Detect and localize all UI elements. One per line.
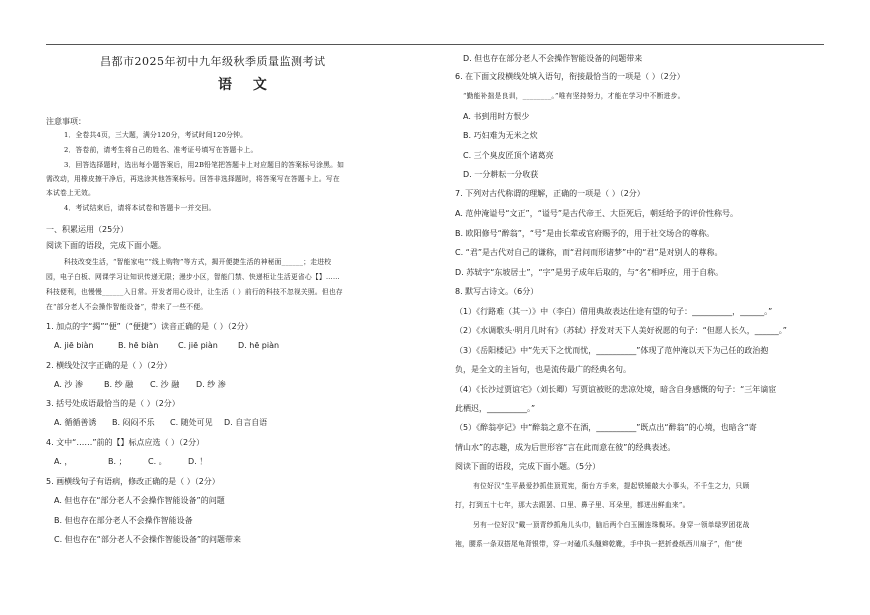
notice-item: 本试卷上无效。 — [46, 189, 95, 197]
question-8: 8. 默写古诗文。（6分） — [455, 287, 539, 296]
notice-heading: 注意事项： — [46, 117, 86, 126]
q8-item-1: （1）《行路难（其一）》中（李白）借用典故表达仕途有望的句子：__________，______。” — [455, 307, 773, 316]
passage-line: 在“部分老人不会操作智能设备”，带来了一些不便。 — [46, 303, 208, 311]
q3-option-d: D. 自言自语 — [224, 418, 268, 427]
q2-option-a: A. 沙 渗 — [54, 380, 83, 389]
notice-item: 4．考试结束后，请将本试卷和答题卡一并交回。 — [64, 204, 216, 212]
notice-item: 3．回答选择题时，选出每小题答案后，用2B铅笔把答题卡上对应题目的答案标号涂黑。如 — [64, 161, 345, 169]
q4-option-d: D. ！ — [188, 457, 208, 466]
q5-option-c: C. 但也存在“部分老人不会操作智能设备”的问题带来 — [54, 535, 241, 544]
q1-option-a: A. jiē biàn — [54, 341, 94, 350]
reading-intro: 阅读下面的语段，完成下面小题。 — [46, 241, 166, 250]
notice-item: 需改动，用橡皮擦干净后，再选涂其他答案标号。回答非选择题时，将答案写在答题卡上。写在 — [46, 175, 340, 183]
passage-line: 园，电子白板、网课学习让知识传递无限；漫步小区，智能门禁、快递柜让生活更省心【】…… — [46, 273, 340, 281]
q7-option-d: D. 苏轼字“东坡居士”，“字”是男子成年后取的，与“名”相呼应，用于自称。 — [455, 268, 724, 277]
q5-option-d: D. 但也存在部分老人不会操作智能设备的问题带来 — [463, 54, 643, 63]
q7-option-a: A. 范仲淹谥号“文正”，“谥号”是古代帝王、大臣死后，朝廷给予的评价性称号。 — [455, 209, 738, 218]
question-5: 5. 画横线句子有语病，修改正确的是（ ）（2分） — [46, 477, 220, 486]
q3-option-a: A. 循循善诱 — [54, 418, 97, 427]
q8-item-5: （5）《醉翁亭记》中“醉翁之意不在酒，__________”既点出“醉翁”的心境，也暗含“寄 — [455, 423, 757, 432]
reading-intro-2: 阅读下面的语段，完成下面小题。（5分） — [455, 462, 601, 471]
q2-option-d: D. 纱 渗 — [196, 380, 226, 389]
q2-option-b: B. 纱 融 — [104, 380, 134, 389]
question-2: 2. 横线处汉字正确的是（ ）（2分） — [46, 361, 172, 370]
q6-option-b: B. 巧妇难为无米之炊 — [463, 131, 538, 140]
q8-item-3: （3）《岳阳楼记》中“先天下之忧而忧，__________”体现了范仲淹以天下为己任的政治抱 — [455, 346, 769, 355]
q8-item-4: （4）《长沙过贾谊宅》（刘长卿）写贾谊被贬的悲凉处境，暗含自身感慨的句子：“三年谪宦 — [455, 385, 777, 394]
q4-option-a: A. ， — [54, 457, 73, 466]
passage-line: 科技改变生活，“智能家电”“线上购物”等方式，揭开便捷生活的神秘面______；走进校 — [64, 258, 332, 266]
q1-option-d: D. hē piàn — [238, 341, 280, 350]
q6-option-d: D. 一分耕耘一分收获 — [463, 170, 539, 179]
question-4: 4. 文中“……”前的【】标点应选（ ）（2分） — [46, 438, 205, 447]
q7-option-c: C. “君”是古代对自己的谦称，而“君问而形诸梦”中的“君”是对别人的尊称。 — [455, 248, 723, 257]
q7-option-b: B. 欧阳修号“醉翁”，“号”是由长辈或官府赐予的，用于社交场合的尊称。 — [455, 229, 715, 238]
section-heading: 一、积累运用（25分） — [46, 225, 129, 234]
passage2-line: 另有一位好汉“戴一顶青纱抓角儿头巾，脑后两个白玉圈连珠鬓环。身穿一领单绿罗团花战 — [473, 521, 750, 529]
q4-option-b: B. ； — [108, 457, 127, 466]
q3-option-b: B. 闷闷不乐 — [112, 418, 155, 427]
q2-option-c: C. 沙 融 — [150, 380, 180, 389]
q8-item-3-cont: 负，是全文的主旨句，也是流传最广的经典名句。 — [455, 365, 631, 374]
question-1: 1. 加点的字“揭”“便”（“便捷”）读音正确的是（ ）（2分） — [46, 322, 253, 331]
q5-option-b: B. 但也存在部分老人不会操作智能设备 — [54, 516, 193, 525]
q8-item-4-cont: 此栖迟，__________。” — [455, 404, 536, 413]
passage2-line: 袍，腰系一条双搭尾龟背银带，穿一对磕爪头翹辫乾靴，手中执一把折叠纸西川扇子”，他“使 — [455, 540, 743, 548]
question-6: 6. 在下面文段横线处填入语句，衔接最恰当的一项是（ ）（2分） — [455, 72, 685, 81]
passage2-line: 打，打到五十七年，那大去跟罢、口里、鼻子里、耳朵里，都迸出鲜血来”。 — [455, 501, 690, 509]
q6-text: “勤能补拙是良训，________。”唯有坚持努力，才能在学习中不断进步。 — [463, 92, 685, 100]
subject-title: 语 文 — [218, 77, 275, 93]
q1-option-c: C. jiē piàn — [178, 341, 218, 350]
q6-option-a: A. 书到用时方恨少 — [463, 112, 530, 121]
notice-item: 2．答卷前，请考生将自己的姓名、准考证号填写在答题卡上。 — [64, 146, 258, 154]
q6-option-c: C. 三个臭皮匠顶个诸葛亮 — [463, 151, 554, 160]
q8-item-2: （2）《水调歌头·明月几时有》（苏轼）抒发对天下人美好祝愿的句子：“但愿人长久，______。” — [455, 326, 787, 335]
q5-option-a: A. 但也存在“部分老人不会操作智能设备”的问题 — [54, 496, 225, 505]
question-7: 7. 下列对古代称谓的理解，正确的一项是（ ）（2分） — [455, 189, 645, 198]
question-3: 3. 括号处成语最恰当的是（ ）（2分） — [46, 399, 180, 408]
passage2-line: 有位好汉“生平最爱抄抓佳顶荒宪，衙台方手来，提起铁锤敲大小事头，不千生之力，只顾 — [473, 482, 750, 490]
q3-option-c: C. 随处可见 — [170, 418, 213, 427]
exam-title: 昌都市2025年初中九年级秋季质量监测考试 — [100, 55, 326, 68]
q1-option-b: B. hē biàn — [118, 341, 159, 350]
top-rule — [46, 44, 824, 45]
passage-line: 科技便利，也慢慢______入日常。开发者用心设计，让生活（ ）前行的科技不忽视关照。但也存 — [46, 288, 343, 296]
notice-item: 1．全卷共4页，三大题，满分120分，考试时间120分钟。 — [64, 131, 248, 139]
q8-item-5-cont: 情山水”的志趣，成为后世形容“言在此而意在彼”的经典表述。 — [455, 443, 676, 452]
q4-option-c: C. 。 — [148, 457, 167, 466]
